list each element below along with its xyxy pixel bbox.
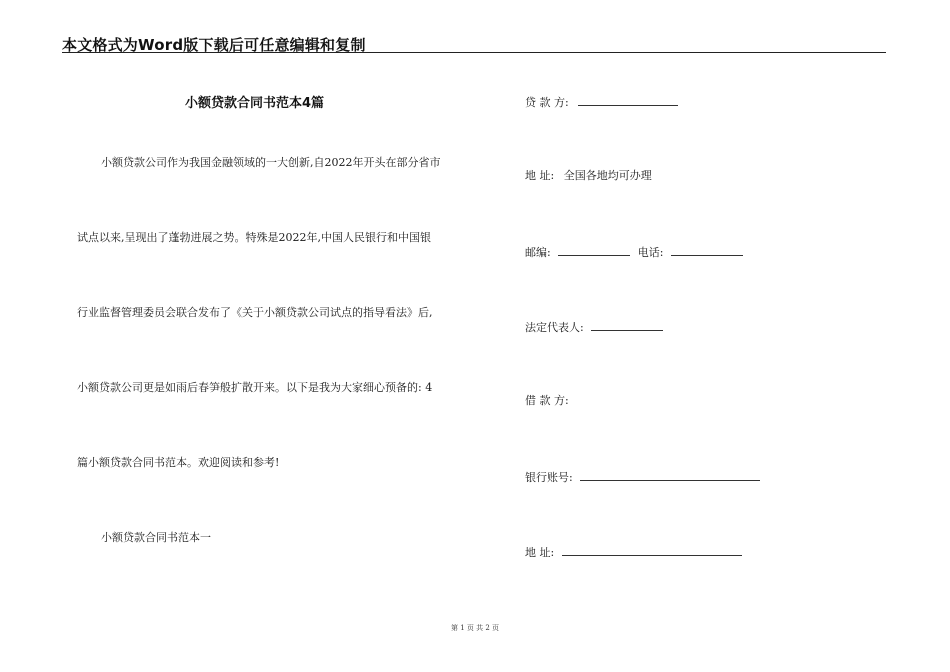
- borrower-label: 借 款 方:: [525, 394, 569, 407]
- address-label: 地 址:: [525, 169, 555, 182]
- lender-label: 贷 款 方:: [525, 96, 569, 109]
- phone-label: 电话:: [637, 246, 664, 259]
- page-footer: 第 1 页 共 2 页: [450, 624, 500, 632]
- postcode-label: 邮编:: [525, 246, 551, 259]
- address-value: 全国各地均可办理: [563, 169, 652, 182]
- bank-account-field: [525, 469, 760, 485]
- lender-field: [525, 94, 678, 110]
- bank-account-label: 银行账号:: [525, 471, 573, 484]
- paragraph-line: 篇小额贷款合同书范本。欢迎阅读和参考!: [77, 456, 280, 469]
- address2-blank[interactable]: [562, 544, 742, 556]
- address-field: [525, 169, 652, 183]
- legal-rep-field: [525, 319, 663, 335]
- address2-field: [525, 544, 742, 560]
- bank-account-blank[interactable]: [580, 469, 760, 481]
- lender-blank[interactable]: [578, 94, 678, 106]
- borrower-field: [525, 394, 569, 408]
- header-divider: [62, 52, 886, 53]
- address2-label: 地 址:: [525, 546, 555, 559]
- paragraph-line: 行业监督管理委员会联合发布了《关于小额贷款公司试点的指导看法》后,: [77, 306, 433, 319]
- paragraph-line: 试点以来,呈现出了蓬勃进展之势。特殊是2022年,中国人民银行和中国银: [77, 231, 431, 244]
- paragraph-line: 小额贷款公司作为我国金融领域的一大创新,自2022年开头在部分省市: [101, 156, 441, 169]
- document-title: 小额贷款合同书范本4篇: [185, 96, 325, 111]
- section-heading: 小额贷款合同书范本一: [101, 531, 211, 544]
- phone-blank[interactable]: [671, 244, 743, 256]
- header-banner: 本文格式为Word版下载后可任意编辑和复制: [62, 36, 366, 54]
- paragraph-line: 小额贷款公司更是如雨后春笋般扩散开来。以下是我为大家细心预备的: 4: [77, 381, 433, 394]
- postcode-phone-field: [525, 244, 743, 260]
- postcode-blank[interactable]: [558, 244, 630, 256]
- legal-rep-blank[interactable]: [591, 319, 663, 331]
- legal-rep-label: 法定代表人:: [525, 321, 584, 334]
